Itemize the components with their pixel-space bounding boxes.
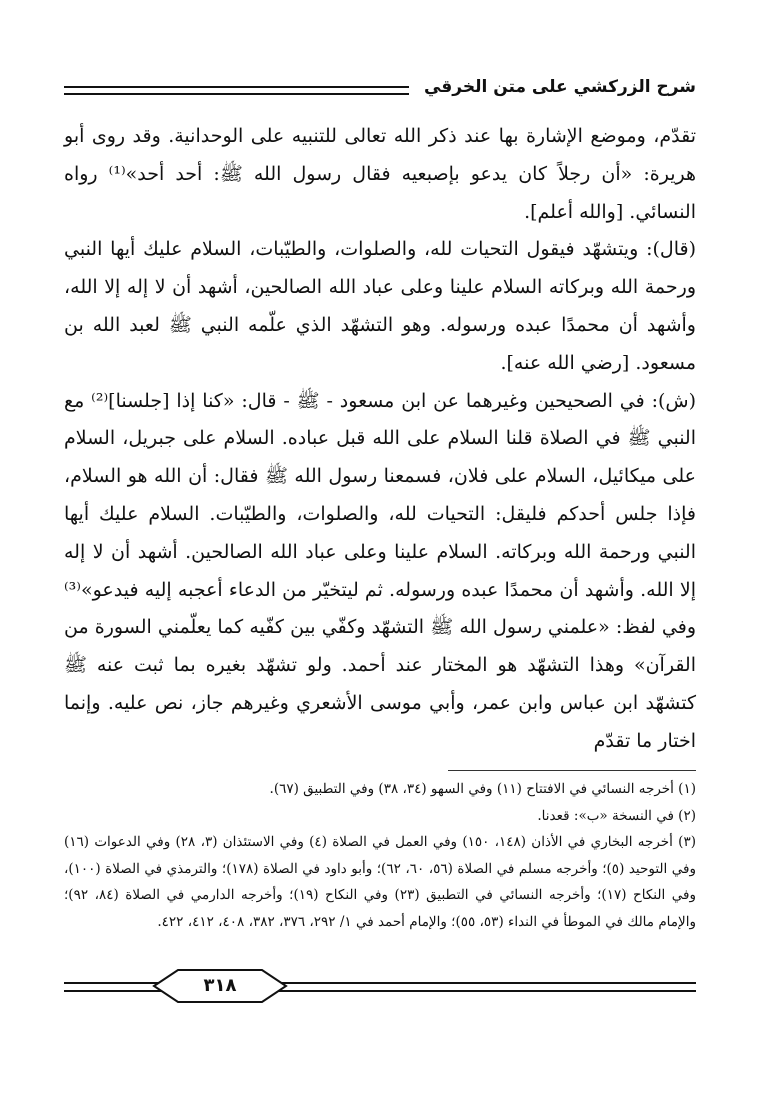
header-rule-top xyxy=(64,86,409,88)
page-number-badge xyxy=(152,968,288,1004)
main-text xyxy=(64,118,696,761)
footnote-separator xyxy=(448,770,696,771)
footnote-1: (١) أخرجه النسائي في الافتتاح (١١) وفي السهو (٣٤، ٣٨) وفي التطبيق (٦٧). xyxy=(269,781,696,797)
running-header-title: شرح الزركشي على متن الخرقي xyxy=(423,77,696,97)
paragraph-3: (ش): في الصحيحين وغيرهما عن ابن مسعود - ﷺ - قال: «كنا إذا [جلسنا]⁽²⁾ مع النبي ﷺ في الصلاة قلنا السلام على الله قبل عباده. السلام على جبريل، السلام على ميكائيل، السلام على فلان، فسمعنا رسول الله ﷺ فقال: أن الله هو السلام، فإذا جلس أحدكم فليقل: التحيات لله، والصلوات، والطيّبات. السلام عليك أيها النبي ورحمة الله وبركاته. السلام علينا وعلى عباد الله الصالحين. أشهد أن لا إله إلا الله. وأشهد أن محمدًا عبده ورسوله. ثم ليتخيّر من الدعاء أعجبه إليه فيدعو»⁽³⁾ وفي لفظ: «علمني رسول الله ﷺ التشهّد وكفّي بين كفّيه كما يعلّمني السورة من القرآن» وهذا التشهّد هو المختار عند أحمد. ولو تشهّد بغيره بما ثبت عنه ﷺ كتشهّد ابن عباس وابن عمر، وأبي موسى الأشعري وغيرهم جاز، نص عليه. وإنما اختار ما تقدّم xyxy=(64,389,696,752)
footnote-2: (٢) في النسخة «ب»: قعدنا. xyxy=(537,807,696,824)
footnotes xyxy=(64,776,696,935)
running-header xyxy=(64,76,696,106)
page-footer xyxy=(64,968,696,1008)
footnote-3: (٣) أخرجه البخاري في الأذان (١٤٨، ١٥٠) وفي العمل في الصلاة (٤) وفي الاستئذان (٣، ٢٨) وفي الدعوات (١٦) وفي التوحيد (٥)؛ وأخرجه مسلم في الصلاة (٥٦، ٦٠، ٦٢)؛ وأبو داود في الصلاة (١٧٨)؛ والترمذي في الصلاة (١٠٠)، وفي النكاح (١٧)؛ وأخرجه النسائي في التطبيق (٢٣) وفي النكاح (١٩)؛ وأخرجه الدارمي في الصلاة (٨٤، ٩٢)؛ والإمام مالك في الموطأ في النداء (٥٣، ٥٥)؛ والإمام أحمد في ١/ ٢٩٢، ٣٧٦، ٣٨٢، ٤٠٨، ٤١٢، ٤٢٢. xyxy=(64,834,696,930)
paragraph-2: (قال): ويتشهّد فيقول التحيات لله، والصلوات، والطيّبات، السلام عليك أيها النبي ورحمة الله وبركاته السلام علينا وعلى عباد الله الصالحين، أشهد أن لا إله إلا الله، وأشهد أن محمدًا عبده ورسوله. وهو التشهّد الذي علّمه النبي ﷺ لعبد الله بن مسعود. [رضي الله عنه]. xyxy=(64,238,696,374)
page-number: ٣١٨ xyxy=(203,975,237,996)
header-rule-bottom xyxy=(64,93,409,95)
paragraph-1: تقدّم، وموضع الإشارة بها عند ذكر الله تعالى للتنبيه على الوحدانية. وقد روى أبو هريرة: «أن رجلاً كان يدعو بإصبعيه فقال رسول الله ﷺ: أحد أحد»⁽¹⁾ رواه النسائي. [والله أعلم]. xyxy=(64,125,696,223)
